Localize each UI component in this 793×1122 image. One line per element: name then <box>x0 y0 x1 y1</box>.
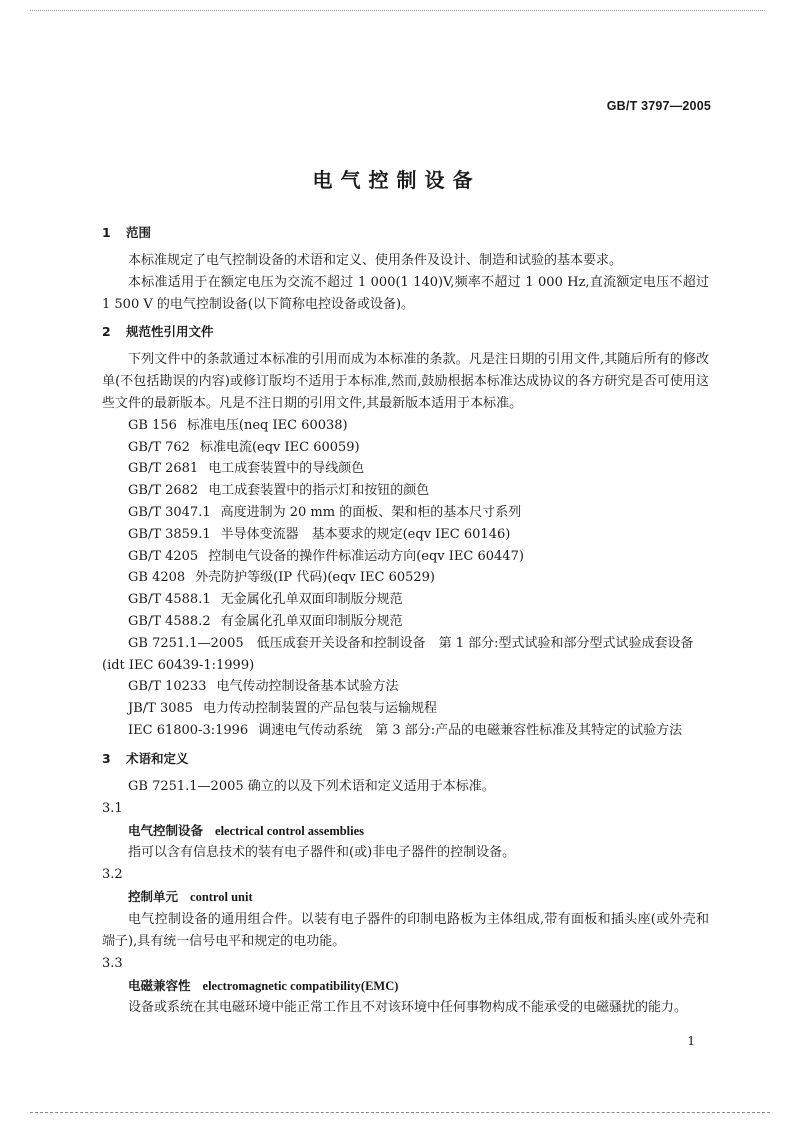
section-title: 范围 <box>126 225 152 240</box>
reference-item <box>102 546 709 568</box>
reference-item <box>102 458 709 480</box>
reference-code: GB/T 2682 <box>128 483 199 499</box>
section-heading-normative-references <box>102 321 709 343</box>
top-scan-rule <box>30 10 765 11</box>
term-zh: 控制单元 <box>128 889 179 905</box>
reference-title: 外壳防护等级(IP 代码)(eqv IEC 60529) <box>195 570 436 586</box>
reference-title: 标准电压(neq IEC 60038) <box>186 417 348 433</box>
reference-code: IEC 61800-3:1996 <box>128 722 249 738</box>
document-body <box>102 222 709 1019</box>
reference-code: GB/T 3859.1 <box>128 526 211 542</box>
reference-item <box>102 480 709 502</box>
page-number: 1 <box>687 1034 695 1048</box>
reference-item <box>102 524 709 546</box>
reference-code: GB/T 4588.2 <box>128 613 211 629</box>
reference-title: 电气传动控制设备基本试验方法 <box>216 679 399 695</box>
term-definition: 指可以含有信息技术的装有电子器件和(或)非电子器件的控制设备。 <box>128 845 516 861</box>
term-heading <box>102 975 709 998</box>
reference-item <box>102 589 709 611</box>
section-heading-scope <box>102 222 709 244</box>
term-definition: 电气控制设备的通用组合件。以装有电子器件的印制电路板为主体组成,带有面板和插头座(或外壳和端子),具有统一信号电平和规定的电功能。 <box>102 911 709 949</box>
reference-code: GB/T 4588.1 <box>128 592 211 608</box>
paragraph: 下列文件中的条款通过本标准的引用而成为本标准的条款。凡是注日期的引用文件,其随后所有的修改单(不包括勘误的内容)或修订版均不适用于本标准,然而,鼓励根据本标准达成协议的各方研究是否可使用这些文件的最新版本。凡是不注日期的引用文件,其最新版本适用于本标准。 <box>102 352 709 411</box>
reference-item: GB 7251.1—2005 低压成套开关设备和控制设备 第 1 部分:型式试验和部分型式试验成套设备(idt IEC 60439-1:1999) <box>102 635 694 673</box>
term-number: 3.3 <box>102 955 123 971</box>
reference-item <box>102 698 709 720</box>
section-number: 3 <box>102 750 111 766</box>
reference-code: GB/T 3047.1 <box>128 504 211 520</box>
reference-code: GB 156 <box>128 417 177 433</box>
reference-code: GB/T 4205 <box>128 548 199 564</box>
section-title: 术语和定义 <box>126 750 189 766</box>
reference-code: GB/T 2681 <box>128 461 199 477</box>
reference-item <box>102 437 709 459</box>
term-en: control unit <box>190 890 253 905</box>
term-zh: 电磁兼容性 <box>128 977 191 993</box>
reference-code: GB/T 10233 <box>128 679 207 695</box>
reference-title: 调速电气传动系统 第 3 部分:产品的电磁兼容性标准及其特定的试验方法 <box>258 722 683 738</box>
reference-code: GB/T 762 <box>128 439 190 455</box>
reference-title: 有金属化孔单双面印制版分规范 <box>220 613 403 629</box>
reference-title: 标准电流(eqv IEC 60059) <box>199 439 360 455</box>
term-heading <box>102 886 709 909</box>
term-en: electromagnetic compatibility(EMC) <box>202 978 399 993</box>
term-zh: 电气控制设备 <box>128 822 204 838</box>
reference-title: 高度进制为 20 mm 的面板、架和柜的基本尺寸系列 <box>220 504 522 520</box>
reference-code: GB 4208 <box>128 570 186 586</box>
paragraph: GB 7251.1—2005 确立的以及下列术语和定义适用于本标准。 <box>128 778 495 794</box>
reference-item <box>102 720 709 742</box>
reference-item <box>102 611 709 633</box>
section-title: 规范性引用文件 <box>126 324 214 340</box>
paragraph: 本标准规定了电气控制设备的术语和定义、使用条件及设计、制造和试验的基本要求。 <box>128 253 623 268</box>
term-number: 3.1 <box>102 800 123 816</box>
reference-title: 无金属化孔单双面印制版分规范 <box>220 592 403 608</box>
section-number: 2 <box>102 324 111 340</box>
term-number: 3.2 <box>102 867 123 883</box>
term-en: electrical control assemblies <box>215 823 365 838</box>
bottom-scan-rule <box>30 1112 770 1113</box>
section-heading-terms-definitions <box>102 748 709 770</box>
reference-title: 电工成套装置中的指示灯和按钮的颜色 <box>208 483 430 499</box>
reference-code: JB/T 3085 <box>128 701 194 717</box>
reference-title: 半导体变流器 基本要求的规定(eqv IEC 60146) <box>220 526 511 542</box>
reference-item <box>102 415 709 437</box>
term-definition: 设备或系统在其电磁环境中能正常工作且不对该环境中任何事物构成不能承受的电磁骚扰的能力。 <box>128 1000 688 1016</box>
section-number: 1 <box>102 225 111 240</box>
reference-title: 电工成套装置中的导线颜色 <box>208 461 365 477</box>
reference-title: 电力传动控制装置的产品包装与运输规程 <box>203 701 438 717</box>
term-heading <box>102 820 709 843</box>
reference-title: 控制电气设备的操作件标准运动方向(eqv IEC 60447) <box>208 548 524 564</box>
document-title: 电气控制设备 <box>312 168 481 192</box>
paragraph: 本标准适用于在额定电压为交流不超过 1 000(1 140)V,频率不超过 1 000 Hz,直流额定电压不超过 1 500 V 的电气控制设备(以下简称电控设备或设备)。 <box>102 274 709 312</box>
reference-item <box>102 676 709 698</box>
reference-item <box>102 502 709 524</box>
reference-item <box>102 567 709 589</box>
standard-number: GB/T 3797—2005 <box>606 99 711 113</box>
